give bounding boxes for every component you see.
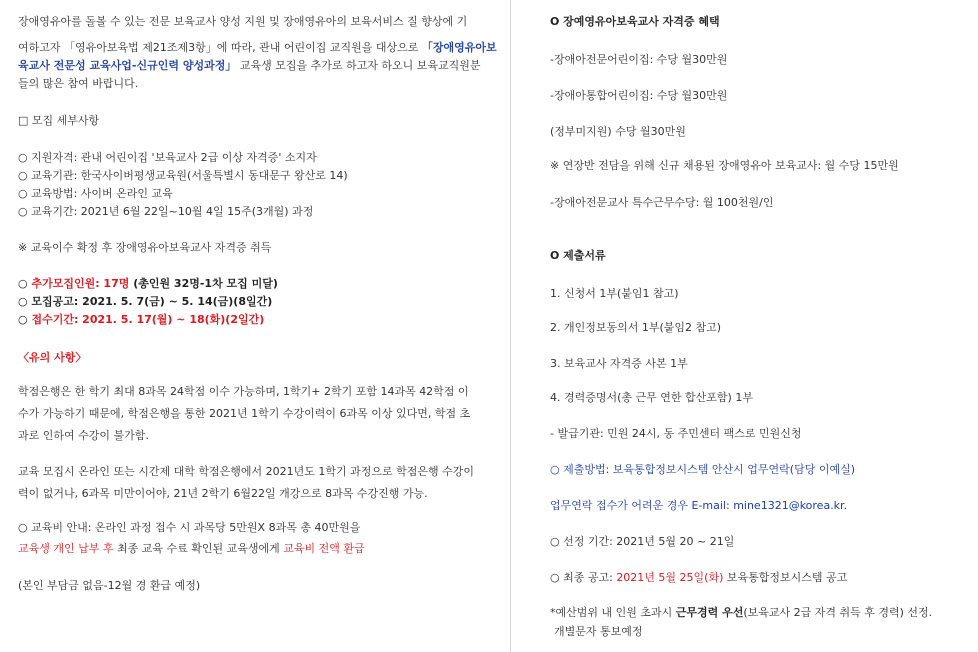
detail-eligibility: ○ 지원자격: 관내 어린이집 '보육교사 2급 이상 자격증' 소지자 — [18, 151, 317, 164]
doc-issuer: - 발급기관: 민원 24시, 동 주민센터 팩스로 민원신청 — [550, 427, 802, 440]
budget-note: *예산범위 내 인원 초과시 근무경력 우선(보육교사 2급 자격 취득 후 경력) 선정. — [550, 606, 933, 619]
detail-period: ○ 교육기간: 2021년 6월 22일~10월 4일 15주(3개월) 과정 — [18, 205, 314, 218]
doc-privacy-consent: 2. 개인정보동의서 1부(붙임2 참고) — [550, 321, 722, 334]
benefit-integrated-center: -장애아통합어린이집: 수당 월30만원 — [550, 89, 728, 102]
benefit-special-center: -장애아전문어린이집: 수당 월30만원 — [550, 53, 728, 66]
self-pay-note: (본인 부담금 없음-12월 경 환급 예정) — [18, 579, 201, 592]
benefit-special-allowance: -장애아전문교사 특수근무수당: 월 100천원/인 — [550, 196, 774, 209]
doc-career-certificate: 4. 경력증명서(총 근무 연한 합산포함) 1부 — [550, 391, 753, 404]
right-column — [520, 0, 978, 652]
doc-certificate-copy: 3. 보육교사 자격증 사본 1부 — [550, 357, 688, 370]
refund-info: 교육생 개인 납부 후 최종 교육 수료 확인된 교육생에게 교육비 전액 환급 — [18, 542, 365, 555]
recruit-notice: ○ 모집공고: 2021. 5. 7(금) ~ 5. 14(금)(8일간) — [18, 295, 273, 308]
detail-institution: ○ 교육기관: 한국사이버평생교육원(서울특별시 동대문구 왕산로 14) — [18, 169, 348, 182]
caution2-line-1: 교육 모집시 온라인 또는 시간제 대학 학점은행에서 2021년도 1학기 과정으로 학점은행 수강이 — [18, 465, 474, 478]
doc-application: 1. 신청서 1부(붙임1 참고) — [550, 287, 679, 300]
caution-line-2: 수가 가능하기 때문에, 학점은행을 통한 2021년 1학기 수강이력이 6과목 이상 있다면, 학점 초 — [18, 407, 471, 420]
certificate-note: ※ 교육이수 확정 후 장애영유아보육교사 자격증 취득 — [18, 241, 272, 254]
intro-line-1: 장애영유아를 돌볼 수 있는 전문 보육교사 양성 지원 및 장애영유아의 보육서비스 질 향상에 기 — [18, 15, 468, 28]
fee-info: ○ 교육비 안내: 온라인 과정 접수 시 과목당 5만원X 8과목 총 40만원을 — [18, 521, 361, 534]
program-name-part2: 육교사 전문성 교육사업-신규인력 양성과정」 — [18, 59, 237, 72]
docs-title: O 제출서류 — [550, 249, 606, 262]
reception-period: ○ 접수기간: 2021. 5. 17(월) ~ 18(화)(2일간) — [18, 313, 265, 326]
intro-line-4: 들의 많은 참여 바랍니다. — [18, 77, 139, 90]
recruit-count: ○ 추가모집인원: 17명 (총인원 32명-1차 모집 미달) — [18, 277, 278, 290]
email-contact: 업무연락 접수가 어려운 경우 E-mail: mine1321@korea.kr. — [550, 499, 848, 512]
caution-title: 〈유의 사항〉 — [18, 351, 87, 364]
benefit-title: O 장예영유아보육교사 자격증 혜택 — [550, 15, 720, 28]
section-title: □ 모집 세부사항 — [18, 114, 100, 127]
intro-line-2: 여하고자 「영유아보육법 제21조제3항」에 따라, 관내 어린이집 교직원을 대상으로 「장애영유아보 — [18, 41, 497, 54]
caution-line-3: 과로 인하여 수강이 불가함. — [18, 429, 149, 442]
detail-method: ○ 교육방법: 사이버 온라인 교육 — [18, 187, 173, 200]
selection-period: ○ 선정 기간: 2021년 5월 20 ~ 21일 — [550, 535, 735, 548]
caution-line-1: 학점은행은 한 학기 최대 8과목 24학점 이수 가능하며, 1학기+ 2학기 포함 14과목 42학점 이 — [18, 385, 469, 398]
intro-line-3: 육교사 전문성 교육사업-신규인력 양성과정」 교육생 모집을 추가로 하고자 하오니 보육교직원분 — [18, 59, 481, 72]
program-name-part1: 「장애영유아보 — [421, 41, 497, 54]
submit-method: ○ 제출방법: 보육통합정보시스템 안산시 업무연락(담당 이예실) — [550, 463, 856, 476]
sms-notice: 개별문자 통보예정 — [554, 625, 643, 638]
caution2-line-2: 력이 없거나, 6과목 미만이어야, 21년 2학기 6월22일 개강으로 8과목 수강진행 가능. — [18, 487, 428, 500]
final-notice: ○ 최종 공고: 2021년 5월 25일(화) 보육통합정보시스템 공고 — [550, 571, 848, 584]
benefit-extended-class: ※ 연장반 전담을 위해 신규 채용된 장애영유아 보육교사: 월 수당 15만원 — [550, 159, 899, 172]
benefit-unsupported: (정부미지원) 수당 월30만원 — [550, 125, 686, 138]
